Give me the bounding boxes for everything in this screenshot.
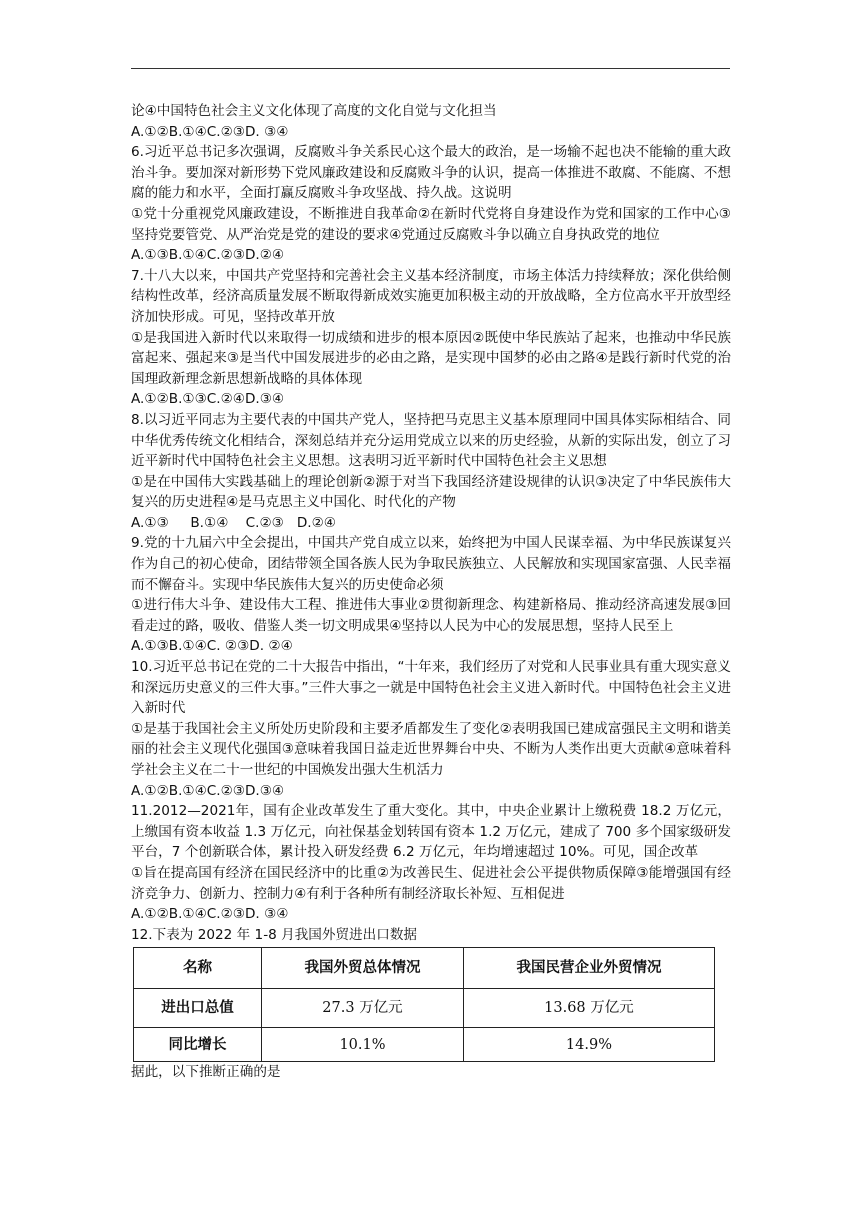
q9-answer-options: A.①③B.①④C. ②③D. ②④ [131,638,293,655]
exam-content [131,101,731,1083]
table-header-cell: 名称 [134,948,262,989]
table-cell: 13.68 万亿元 [463,989,714,1028]
table-cell: 27.3 万亿元 [262,989,464,1028]
q11-answer-options: A.①②B.①④C.②③D. ③④ [131,906,289,923]
q6-stem: 6.习近平总书记多次强调，反腐败斗争关系民心这个最大的政治，是一场输不起也决不能输的重大政治斗争。要加深对新形势下党风廉政建设和反腐败斗争的认识，提高一体推进不敢腐、不能腐、不想腐的能力和水平，全面打赢反腐败斗争攻坚战、持久战。这说明 [131,144,731,202]
q10-statements: ①是基于我国社会主义所处历史阶段和主要矛盾都发生了变化②表明我国已建成富强民主文明和谐美丽的社会主义现代化强国③意味着我国日益走近世界舞台中央、不断为人类作出更大贡献④意味着科学社会主义在二十一世纪的中国焕发出强大生机活力 [131,720,731,778]
table-row [134,989,715,1028]
table-header-cell: 我国外贸总体情况 [262,948,464,989]
q6-statements: ①党十分重视党风廉政建设，不断推进自我革命②在新时代党将自身建设作为党和国家的工作中心③坚持党要管党、从严治党是党的建设的要求④党通过反腐败斗争以确立自身执政党的地位 [131,205,731,243]
table-row-label: 进出口总值 [134,989,262,1028]
q8-answer-options: A.①③ B.①④ C.②③ D.②④ [131,514,336,531]
q8-statements: ①是在中国伟大实践基础上的理论创新②源于对当下我国经济建设规律的认识③决定了中华民族伟大复兴的历史进程④是马克思主义中国化、时代化的产物 [131,473,731,511]
q7-statements: ①是我国进入新时代以来取得一切成绩和进步的根本原因②既使中华民族站了起来，也推动中华民族富起来、强起来③是当代中国发展进步的必由之路，是实现中国梦的必由之路④是践行新时代党的治国理政新理念新思想新战略的具体体现 [131,329,731,387]
q12-stem: 12.下表为 2022 年 1-8 月我国外贸进出口数据 [131,926,418,943]
q7-stem: 7.十八大以来，中国共产党坚持和完善社会主义基本经济制度，市场主体活力持续释放；深化供给侧结构性改革，经济高质量发展不断取得新成效实施更加积极主动的开放战略，全方位高水平开放型经济加快形成。可见，坚持改革开放 [131,267,731,325]
table-header-row [134,948,715,989]
header-rule [131,68,730,69]
q5-answer-options: A.①②B.①④C.②③D. ③④ [131,123,289,140]
trade-data-table [133,947,715,1062]
q11-stem: 11.2012—2021年，国有企业改革发生了重大变化。其中，中央企业累计上缴税费 18.2 万亿元，上缴国有资本收益 1.3 万亿元，向社保基金划转国有资本 1.2 万亿元，建成了 700 多个国家级研发平台，7 个创新联合体，累计投入研发经费 6.2 万亿元，年均增速超过 10%。可见，国企改革 [131,803,731,861]
table-header-cell: 我国民营企业外贸情况 [463,948,714,989]
q9-stem: 9.党的十九届六中全会提出，中国共产党自成立以来，始终把为中国人民谋幸福、为中华民族谋复兴作为自己的初心使命，团结带领全国各族人民为争取民族独立、人民解放和实现国家富强、人民幸福而不懈奋斗。实现中华民族伟大复兴的历史使命必须 [131,535,731,593]
q5-option4-tail: 论④中国特色社会主义文化体现了高度的文化自觉与文化担当 [131,103,497,119]
q8-stem: 8.以习近平同志为主要代表的中国共产党人，坚持把马克思主义基本原理同中国具体实际相结合、同中华优秀传统文化相结合，深刻总结并充分运用党成立以来的历史经验，从新的实际出发，创立了习近平新时代中国特色社会主义思想。这表明习近平新时代中国特色社会主义思想 [131,411,731,470]
table-cell: 10.1% [262,1028,464,1062]
q10-stem: 10.习近平总书记在党的二十大报告中指出，“十年来，我们经历了对党和人民事业具有重大现实意义和深远历史意义的三件大事。”三件大事之一就是中国特色社会主义进入新时代。中国特色社会主义进入新时代 [131,659,731,717]
q7-answer-options: A.①②B.①③C.②④D.③④ [131,391,285,408]
table-row [134,1028,715,1062]
table-row-label: 同比增长 [134,1028,262,1062]
q6-answer-options: A.①③B.①④C.②③D.②④ [131,247,285,264]
q11-statements: ①旨在提高国有经济在国民经济中的比重②为改善民生、促进社会公平提供物质保障③能增强国有经济竞争力、创新力、控制力④有利于各种所有制经济取长补短、互相促进 [131,864,731,902]
q9-statements: ①进行伟大斗争、建设伟大工程、推进伟大事业②贯彻新理念、构建新格局、推动经济高速发展③回看走过的路，吸收、借鉴人类一切文明成果④坚持以人民为中心的发展思想，坚持人民至上 [131,597,731,634]
q10-answer-options: A.①②B.①④C.②③D.③④ [131,782,285,799]
q12-question: 据此，以下推断正确的是 [131,1064,281,1081]
table-cell: 14.9% [463,1028,714,1062]
